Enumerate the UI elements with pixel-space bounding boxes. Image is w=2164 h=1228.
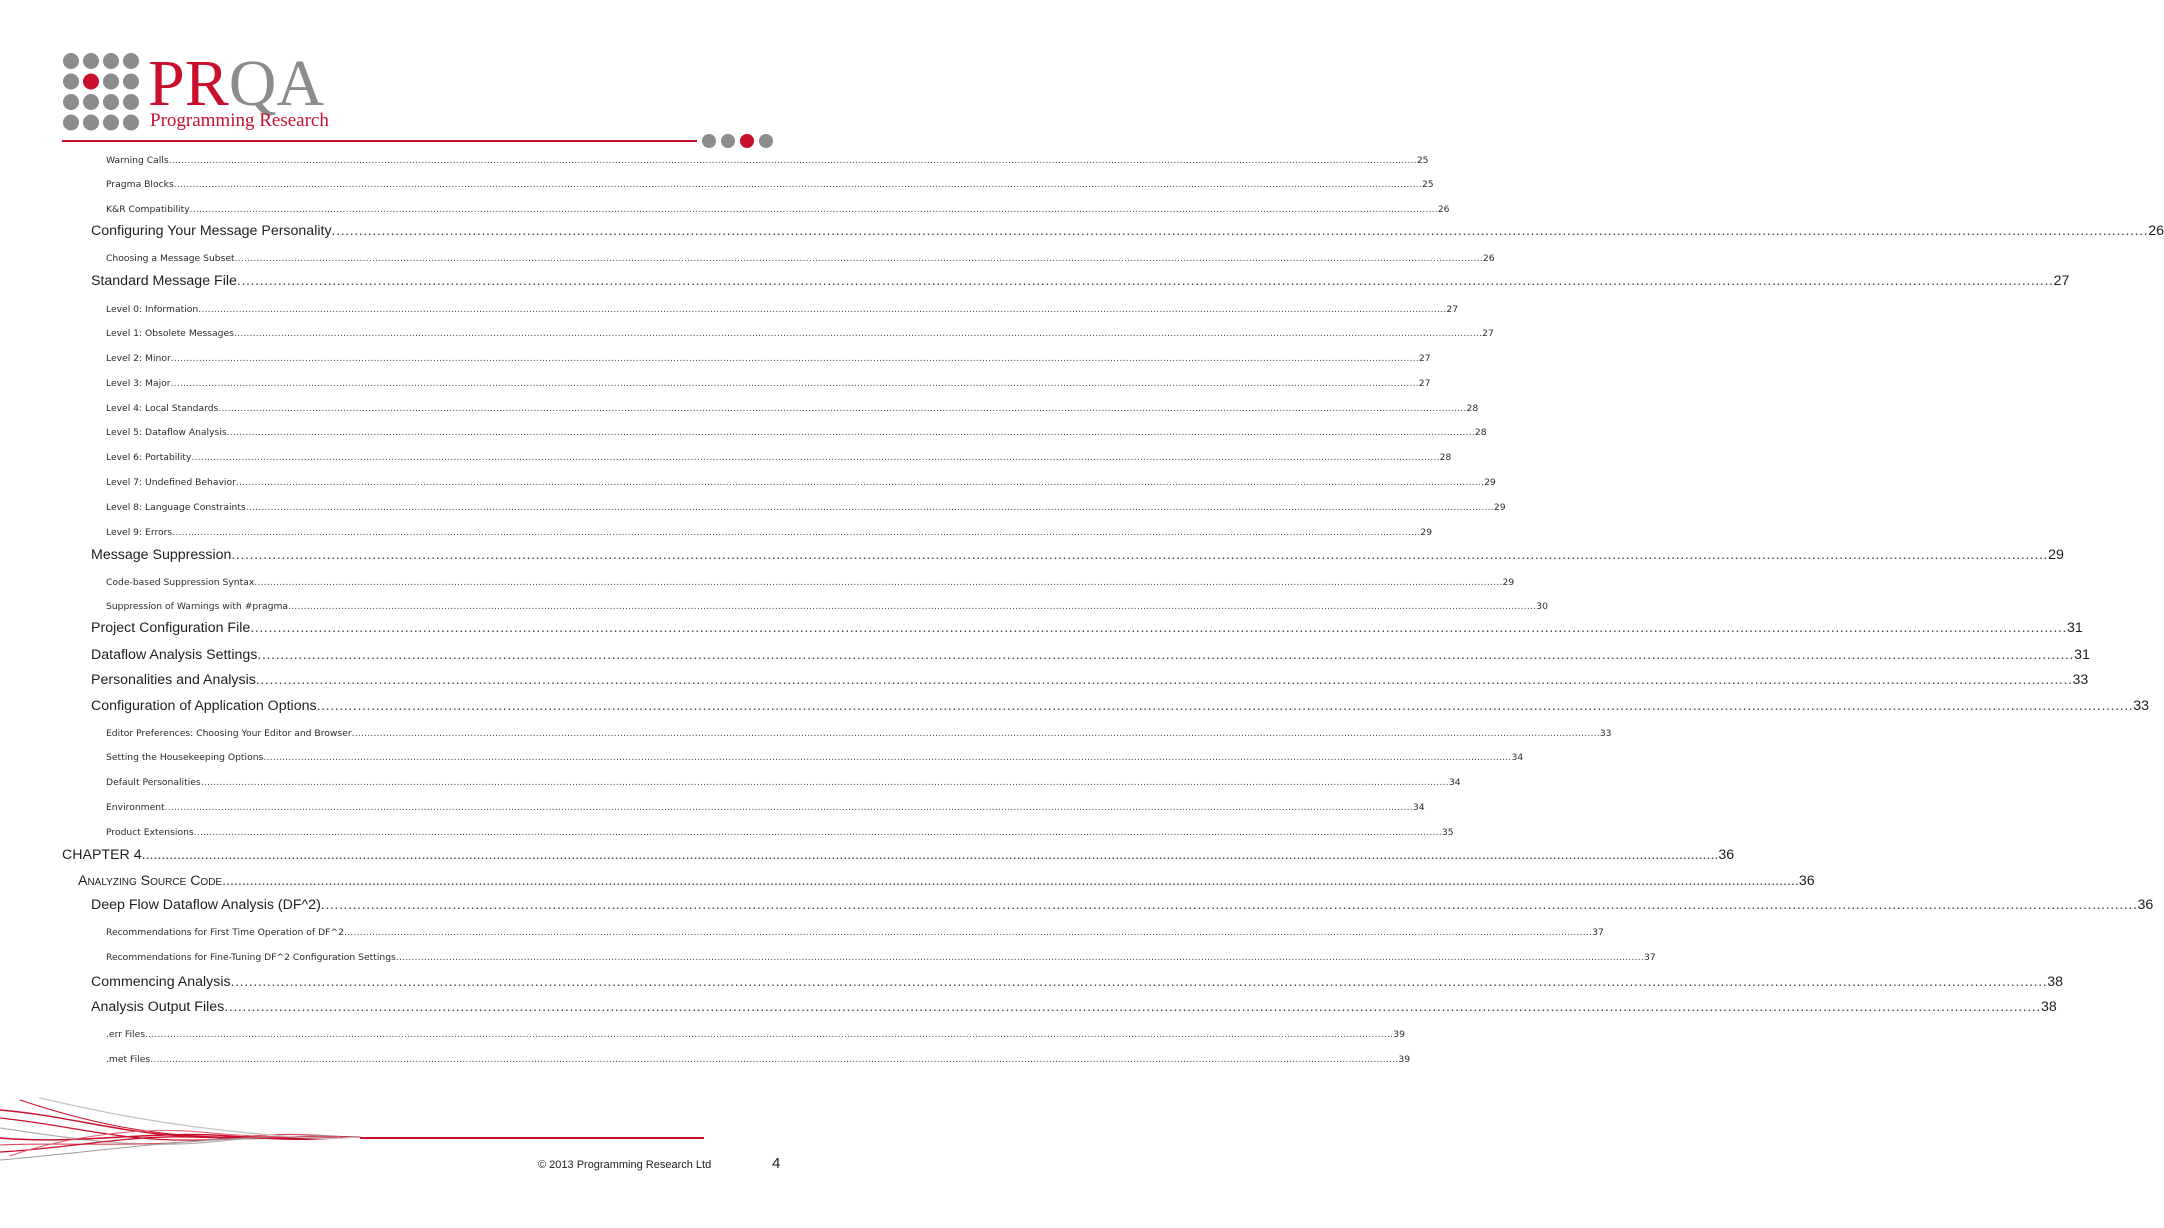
toc-entry[interactable] — [106, 452, 1452, 463]
toc-entry-page: 34 — [1511, 752, 1524, 763]
page-number: 4 — [772, 1155, 781, 1172]
toc-entry-page: 26 — [1437, 204, 1450, 215]
toc-entry-title: Recommendations for Fine-Tuning DF^2 Configuration Settings — [106, 952, 396, 963]
toc-dot-leader: ................................................................................................................................................................................................................................................................................................................................................................................................................ — [226, 427, 1475, 438]
toc-entry-title: Recommendations for First Time Operation of DF^2 — [106, 927, 344, 938]
toc-dot-leader: ................................................................................................................................................................................................................................................................................................................................................................................................................ — [263, 752, 1512, 763]
toc-entry-page: 29 — [1420, 527, 1433, 538]
toc-entry-title: Code-based Suppression Syntax — [106, 577, 255, 588]
toc-entry[interactable] — [91, 672, 2089, 688]
toc-entry[interactable] — [91, 223, 2164, 239]
toc-dot-leader: ................................................................................................................................................................................................................................................................................................................................................................................................................ — [198, 304, 1447, 315]
copyright-notice: © 2013 Programming Research Ltd — [538, 1159, 712, 1171]
toc-entry-page: 27 — [1418, 378, 1431, 389]
toc-entry-page: 38 — [2040, 999, 2057, 1015]
toc-dot-leader: ................................................................................................................................................................................................................................................................................................................................................................................................................ — [233, 328, 1483, 339]
toc-dot-leader: ................................................................................................................................................................................................................................................................................................................................................................................................................ — [230, 974, 2048, 990]
toc-entry-title: Level 6: Portability — [106, 452, 192, 463]
toc-entry-title: Level 9: Errors — [106, 527, 173, 538]
toc-entry-title: Suppression of Warnings with #pragma — [106, 601, 289, 612]
logo-subtitle: Programming Research — [150, 110, 329, 131]
toc-entry-title: Configuring Your Message Personality — [91, 223, 332, 239]
toc-entry-title: Configuration of Application Options — [91, 698, 317, 714]
toc-entry-page: 39 — [1393, 1029, 1405, 1040]
toc-entry-page: 36 — [1718, 847, 1735, 863]
toc-entry-page: 38 — [2047, 974, 2064, 990]
toc-dot-leader: ................................................................................................................................................................................................................................................................................................................................................................................................................ — [191, 452, 1440, 463]
toc-entry-title: Level 1: Obsolete Messages — [106, 328, 234, 339]
toc-entry-title: Message Suppression — [91, 547, 232, 563]
toc-entry[interactable] — [62, 847, 1735, 863]
toc-entry-title: Editor Preferences: Choosing Your Editor and Browser — [106, 728, 352, 739]
toc-entry-title: Environment — [106, 802, 165, 813]
toc-entry-title: Warning Calls — [106, 155, 169, 166]
toc-entry-page: 31 — [2067, 620, 2083, 636]
toc-entry-page: 30 — [1536, 601, 1548, 612]
toc-dot-leader: ................................................................................................................................................................................................................................................................................................................................................................................................................ — [351, 728, 1600, 739]
toc-dot-leader: ................................................................................................................................................................................................................................................................................................................................................................................................................ — [234, 253, 1483, 264]
logo-pr: PR — [148, 47, 229, 120]
toc-entry-page: 28 — [1474, 427, 1487, 438]
toc-dot-leader: ................................................................................................................................................................................................................................................................................................................................................................................................................ — [172, 527, 1421, 538]
toc-entry-page: 35 — [1441, 827, 1454, 838]
toc-dot-leader: ................................................................................................................................................................................................................................................................................................................................................................................................................ — [343, 927, 1593, 938]
toc-entry-title: Deep Flow Dataflow Analysis (DF^2) — [91, 897, 321, 913]
toc-entry-page: 27 — [2053, 273, 2070, 289]
toc-entry[interactable] — [106, 527, 1433, 538]
toc-entry-title: Choosing a Message Subset — [106, 253, 235, 264]
footer-swoosh-decoration — [0, 1090, 360, 1165]
toc-dot-leader: ................................................................................................................................................................................................................................................................................................................................................................................................................ — [200, 777, 1449, 788]
toc-entry-page: 28 — [1439, 452, 1452, 463]
toc-dot-leader: ................................................................................................................................................................................................................................................................................................................................................................................................................ — [316, 698, 2134, 714]
toc-dot-leader: ................................................................................................................................................................................................................................................................................................................................................................................................................ — [288, 601, 1537, 612]
toc-dot-leader: ................................................................................................................................................................................................................................................................................................................................................................................................................ — [254, 577, 1503, 588]
toc-entry[interactable] — [106, 952, 1656, 963]
toc-entry-title: .met Files — [106, 1054, 151, 1065]
toc-entry-page: 29 — [1493, 502, 1506, 513]
toc-entry-title: Level 2: Minor — [106, 353, 171, 364]
toc-entry[interactable] — [106, 827, 1454, 838]
toc-dot-leader: ................................................................................................................................................................................................................................................................................................................................................................................................................ — [231, 547, 2049, 563]
toc-entry-title: Dataflow Analysis Settings — [91, 647, 258, 663]
toc-entry-page: 28 — [1466, 403, 1479, 414]
toc-entry[interactable] — [106, 403, 1479, 414]
toc-entry-title: Analyzing Source Code — [78, 873, 223, 889]
toc-dot-leader: ................................................................................................................................................................................................................................................................................................................................................................................................................ — [224, 999, 2041, 1015]
toc-entry-page: 29 — [1502, 577, 1515, 588]
toc-entry[interactable] — [106, 155, 1429, 166]
toc-entry[interactable] — [106, 1029, 1405, 1040]
toc-dot-leader: ................................................................................................................................................................................................................................................................................................................................................................................................................ — [170, 353, 1419, 364]
toc-entry[interactable] — [91, 647, 2090, 663]
toc-entry[interactable] — [106, 204, 1450, 215]
toc-entry[interactable] — [106, 752, 1524, 763]
toc-entry[interactable] — [106, 502, 1506, 513]
toc-entry[interactable] — [91, 897, 2154, 913]
toc-entry-page: 34 — [1412, 802, 1425, 813]
toc-entry[interactable] — [106, 253, 1495, 264]
toc-entry-title: Standard Message File — [91, 273, 237, 289]
toc-entry-page: 31 — [2074, 647, 2090, 663]
toc-entry-page: 27 — [1418, 353, 1431, 364]
toc-entry-title: Project Configuration File — [91, 620, 251, 636]
toc-entry-page: 29 — [2048, 547, 2064, 563]
toc-entry[interactable] — [91, 620, 2083, 636]
toc-entry[interactable] — [106, 304, 1459, 315]
toc-entry-page: 36 — [2137, 897, 2154, 913]
toc-entry[interactable] — [91, 974, 2064, 990]
toc-entry-page: 37 — [1644, 952, 1656, 963]
toc-dot-leader: ................................................................................................................................................................................................................................................................................................................................................................................................................ — [170, 378, 1419, 389]
prqa-logo — [62, 47, 352, 134]
toc-entry-page: 27 — [1446, 304, 1459, 315]
toc-entry-page: 25 — [1421, 179, 1434, 190]
toc-dot-leader: ................................................................................................................................................................................................................................................................................................................................................................................................................ — [150, 1054, 1399, 1065]
toc-entry[interactable] — [106, 777, 1461, 788]
toc-dot-leader: ................................................................................................................................................................................................................................................................................................................................................................................................................ — [189, 204, 1438, 215]
toc-entry-title: K&R Compatibility — [106, 204, 190, 215]
toc-dot-leader: ................................................................................................................................................................................................................................................................................................................................................................................................................ — [141, 847, 1719, 863]
toc-dot-leader: ................................................................................................................................................................................................................................................................................................................................................................................................................ — [145, 1029, 1394, 1040]
toc-entry[interactable] — [106, 802, 1425, 813]
toc-dot-leader: ................................................................................................................................................................................................................................................................................................................................................................................................................ — [245, 502, 1494, 513]
toc-dot-leader: ................................................................................................................................................................................................................................................................................................................................................................................................................ — [257, 647, 2075, 663]
toc-dot-leader: ................................................................................................................................................................................................................................................................................................................................................................................................................ — [173, 179, 1422, 190]
toc-entry-page: 33 — [2072, 672, 2089, 688]
toc-entry-title: CHAPTER 4 — [62, 847, 142, 863]
toc-entry[interactable] — [78, 873, 1815, 889]
toc-dot-leader: ................................................................................................................................................................................................................................................................................................................................................................................................................ — [255, 672, 2073, 688]
toc-entry-title: Analysis Output Files — [91, 999, 225, 1015]
toc-entry[interactable] — [106, 577, 1515, 588]
toc-entry-title: Default Personalities — [106, 777, 201, 788]
toc-entry-title: Personalities and Analysis — [91, 672, 256, 688]
toc-entry-page: 34 — [1448, 777, 1461, 788]
toc-dot-leader: ................................................................................................................................................................................................................................................................................................................................................................................................................ — [320, 897, 2138, 913]
toc-entry[interactable] — [106, 477, 1496, 488]
toc-entry-page: 39 — [1398, 1054, 1411, 1065]
toc-entry[interactable] — [91, 698, 2150, 714]
toc-entry-page: 29 — [1484, 477, 1496, 488]
toc-entry-title: Level 8: Language Constraints — [106, 502, 246, 513]
toc-dot-leader: ................................................................................................................................................................................................................................................................................................................................................................................................................ — [250, 620, 2067, 636]
toc-entry[interactable] — [106, 378, 1431, 389]
toc-entry-title: Level 7: Undefined Behavior — [106, 477, 236, 488]
toc-dot-leader: ................................................................................................................................................................................................................................................................................................................................................................................................................ — [193, 827, 1442, 838]
toc-entry[interactable] — [106, 353, 1431, 364]
logo-dot-grid-icon — [62, 52, 140, 132]
toc-entry[interactable] — [106, 601, 1548, 612]
toc-entry-title: Level 0: Information — [106, 304, 199, 315]
toc-entry[interactable] — [106, 427, 1487, 438]
header-rule — [62, 140, 697, 142]
toc-dot-leader: ................................................................................................................................................................................................................................................................................................................................................................................................................ — [218, 403, 1467, 414]
toc-entry-page: 26 — [1482, 253, 1495, 264]
toc-dot-leader: ................................................................................................................................................................................................................................................................................................................................................................................................................ — [331, 223, 2149, 239]
toc-entry[interactable] — [91, 273, 2070, 289]
toc-entry-page: 25 — [1416, 155, 1429, 166]
toc-dot-leader: ................................................................................................................................................................................................................................................................................................................................................................................................................ — [236, 273, 2054, 289]
toc-entry-page: 36 — [1798, 873, 1815, 889]
toc-entry[interactable] — [106, 1054, 1411, 1065]
header-dots-icon — [700, 132, 780, 150]
toc-entry-title: Setting the Housekeeping Options — [106, 752, 264, 763]
toc-entry-title: Level 3: Major — [106, 378, 171, 389]
toc-dot-leader: ................................................................................................................................................................................................................................................................................................................................................................................................................ — [395, 952, 1645, 963]
toc-entry[interactable] — [91, 999, 2057, 1015]
toc-dot-leader: ................................................................................................................................................................................................................................................................................................................................................................................................................ — [164, 802, 1413, 813]
footer-rule — [360, 1137, 704, 1139]
toc-entry-page: 33 — [2133, 698, 2150, 714]
toc-entry[interactable] — [106, 179, 1434, 190]
toc-entry[interactable] — [106, 728, 1612, 739]
logo-qa: QA — [228, 47, 325, 120]
toc-entry[interactable] — [106, 927, 1604, 938]
toc-entry-title: Level 5: Dataflow Analysis — [106, 427, 227, 438]
toc-entry-page: 27 — [1482, 328, 1494, 339]
toc-entry-page: 26 — [2148, 223, 2164, 239]
toc-entry[interactable] — [91, 547, 2064, 563]
toc-dot-leader: ................................................................................................................................................................................................................................................................................................................................................................................................................ — [222, 873, 1799, 889]
toc-dot-leader: ................................................................................................................................................................................................................................................................................................................................................................................................................ — [168, 155, 1417, 166]
toc-entry-page: 37 — [1592, 927, 1604, 938]
toc-entry-title: Product Extensions — [106, 827, 194, 838]
toc-entry[interactable] — [106, 328, 1494, 339]
toc-dot-leader: ................................................................................................................................................................................................................................................................................................................................................................................................................ — [235, 477, 1485, 488]
toc-entry-title: Level 4: Local Standards — [106, 403, 219, 414]
toc-entry-title: Pragma Blocks — [106, 179, 174, 190]
toc-entry-title: Commencing Analysis — [91, 974, 231, 990]
toc-entry-title: .err Files — [106, 1029, 146, 1040]
toc-entry-page: 33 — [1599, 728, 1612, 739]
